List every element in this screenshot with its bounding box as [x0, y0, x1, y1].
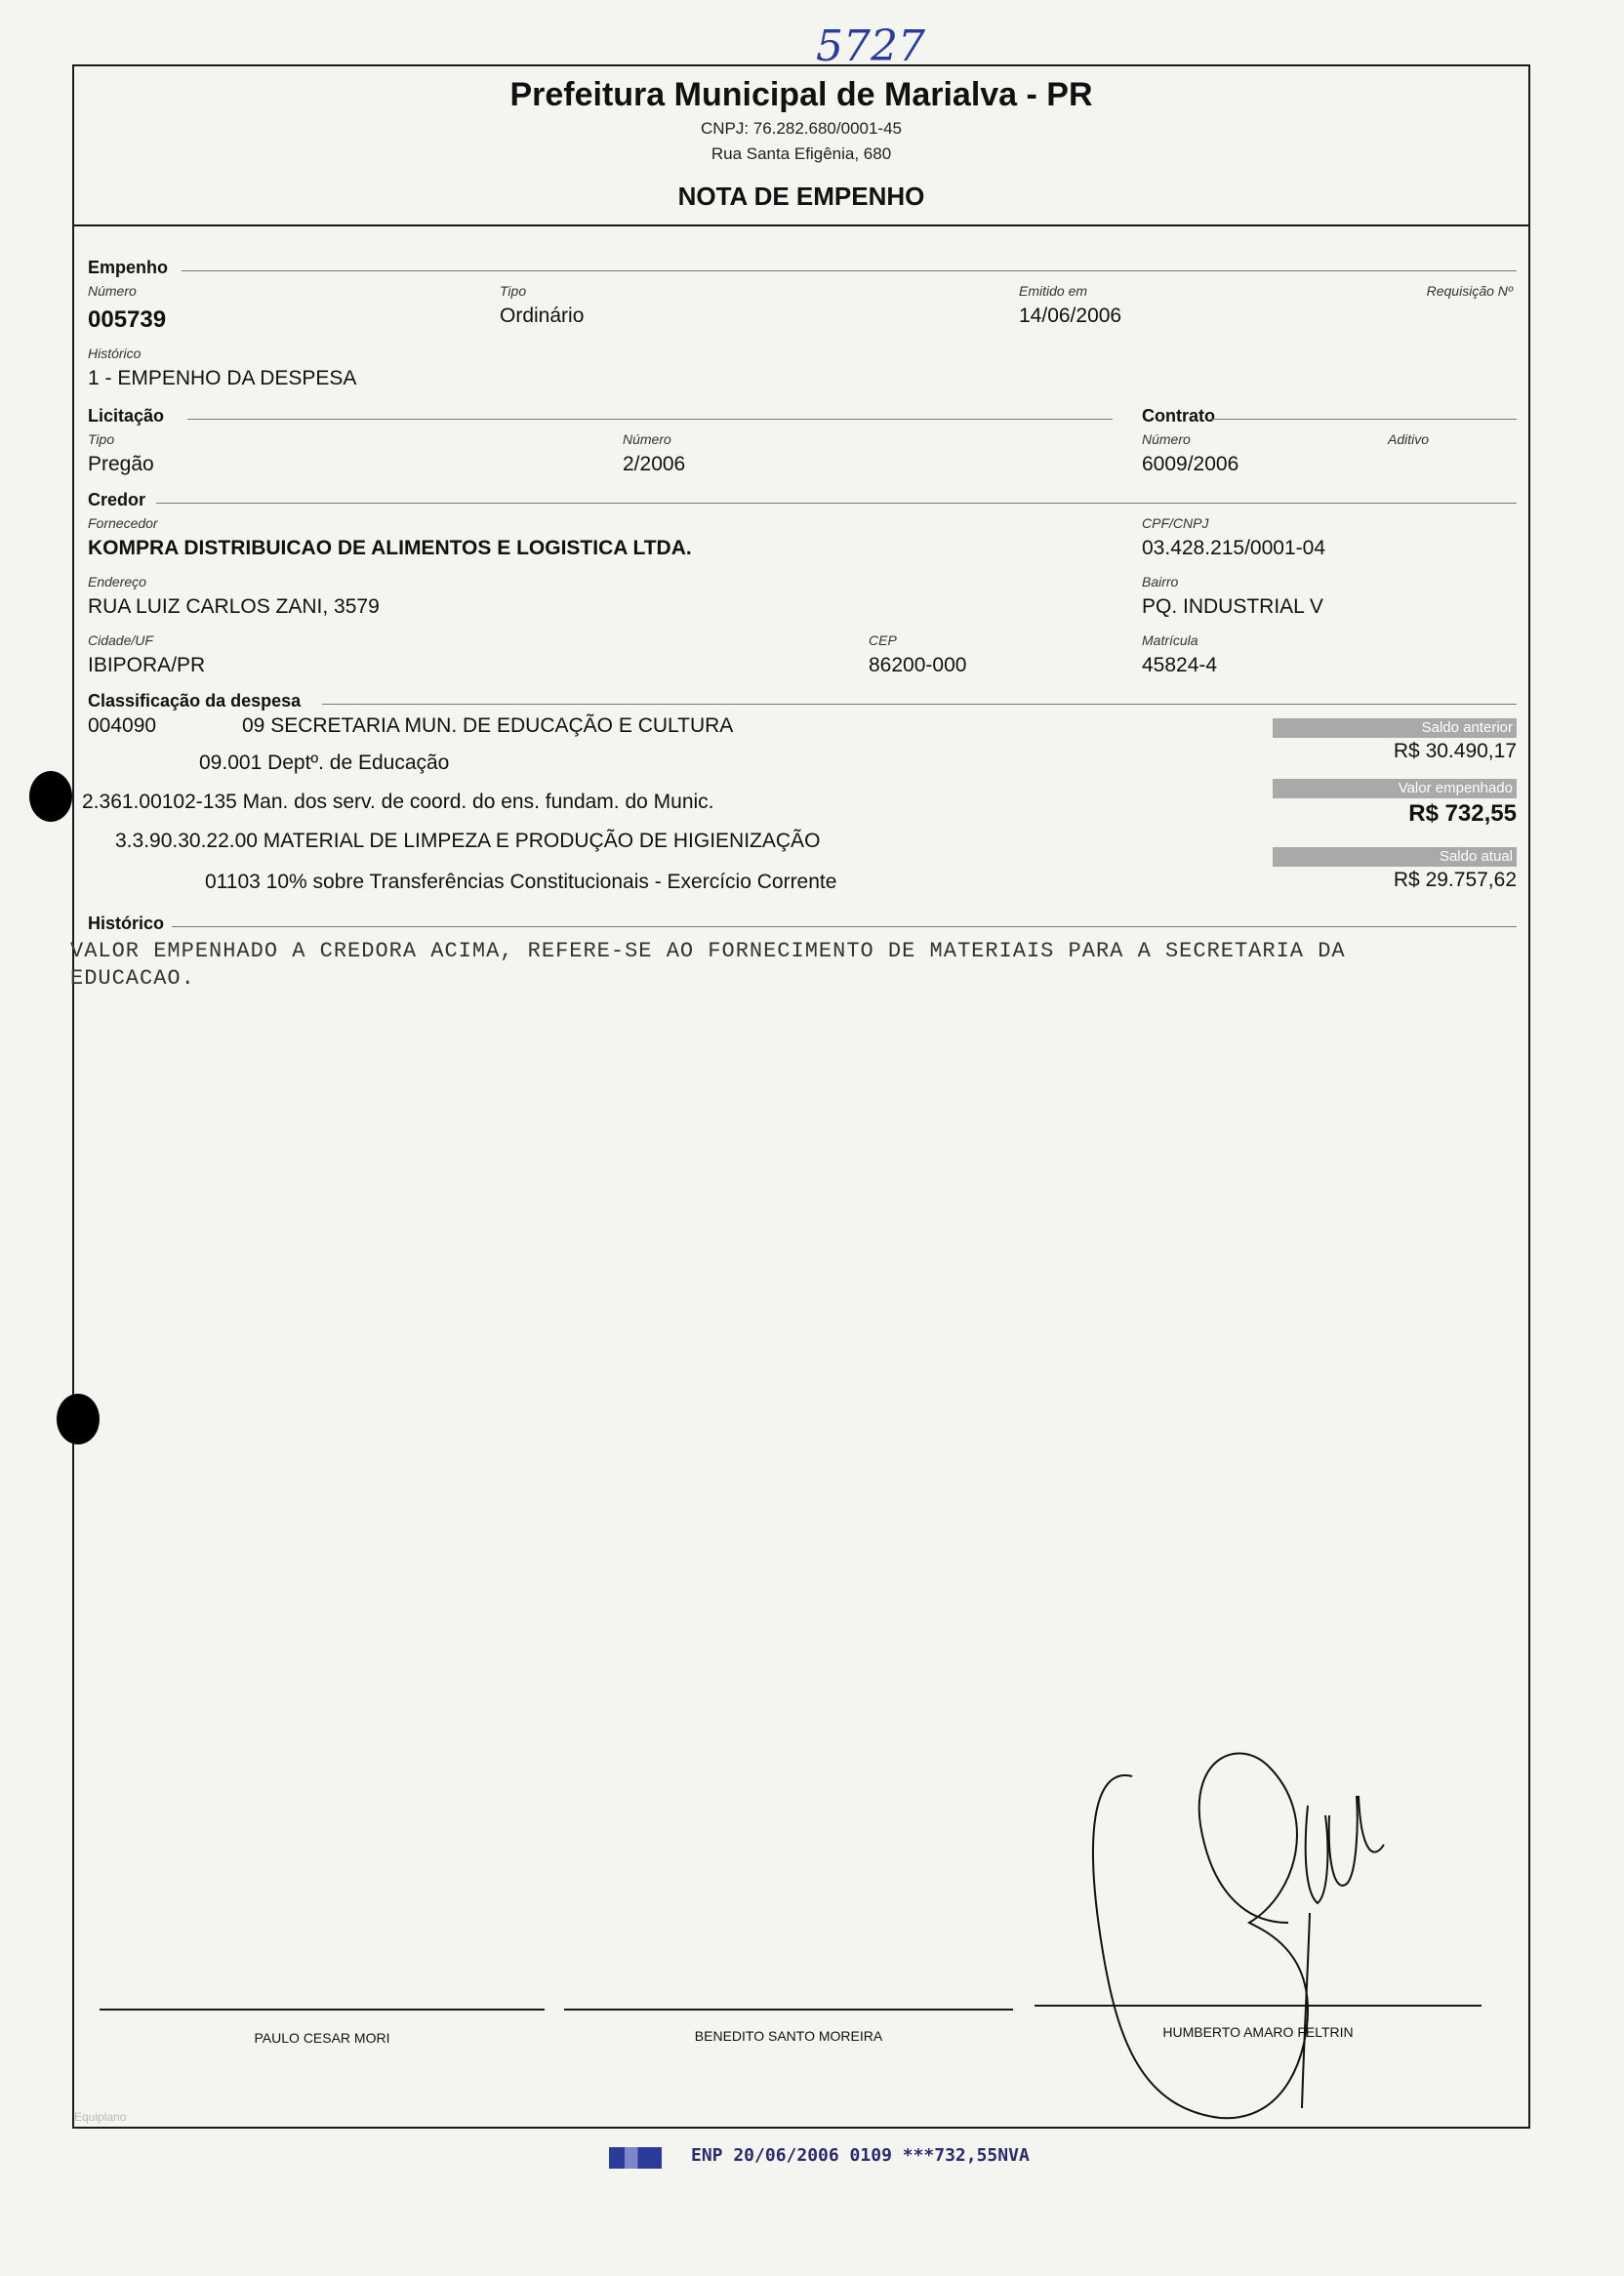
contrato-numero: 6009/2006	[1142, 453, 1239, 475]
section-licitacao: Licitação	[88, 406, 165, 426]
section-empenho-rule	[182, 270, 1517, 271]
credor-cidade: IBIPORA/PR	[88, 654, 206, 676]
saldo-anterior-value: R$ 30.490,17	[1393, 740, 1517, 762]
signature-name-3: HUMBERTO AMARO FELTRIN	[1162, 2024, 1354, 2040]
section-contrato-rule	[1210, 419, 1517, 420]
contrato-aditivo-label: Aditivo	[1388, 431, 1430, 447]
credor-endereco-label: Endereço	[88, 574, 146, 589]
credor-matricula-label: Matrícula	[1142, 632, 1198, 648]
licitacao-tipo: Pregão	[88, 453, 154, 475]
saldo-atual-label: Saldo atual	[1273, 847, 1517, 867]
authentication-stamp: ENP 20/06/2006 0109 ***732,55NVA	[691, 2145, 1030, 2166]
credor-cep: 86200-000	[869, 654, 967, 676]
header-divider	[72, 224, 1530, 226]
contrato-numero-label: Número	[1142, 431, 1191, 447]
section-historico-rule	[172, 926, 1517, 927]
punch-hole-bottom	[57, 1394, 100, 1444]
credor-endereco: RUA LUIZ CARLOS ZANI, 3579	[88, 595, 380, 618]
saldo-atual-value: R$ 29.757,62	[1393, 869, 1517, 891]
empenho-historico-label: Histórico	[88, 345, 142, 361]
empenho-tipo-label: Tipo	[500, 283, 527, 299]
classificacao-line5: 01103 10% sobre Transferências Constitucionais - Exercício Corrente	[205, 871, 837, 893]
classificacao-code: 004090	[88, 714, 157, 737]
historico-line1: VALOR EMPENHADO A CREDORA ACIMA, REFERE-SE AO FORNECIMENTO DE MATERIAIS PARA A SECRETARIA DA	[70, 939, 1346, 963]
section-classificacao-rule	[322, 704, 1517, 705]
section-classificacao: Classificação da despesa	[88, 691, 302, 711]
section-contrato: Contrato	[1142, 406, 1215, 426]
credor-matricula: 45824-4	[1142, 654, 1218, 676]
credor-cnpj-label: CPF/CNPJ	[1142, 515, 1209, 531]
licitacao-numero: 2/2006	[623, 453, 686, 475]
authentication-stamp-logo	[609, 2147, 662, 2169]
classificacao-line2: 09.001 Deptº. de Educação	[199, 752, 450, 774]
empenho-tipo: Ordinário	[500, 305, 585, 327]
credor-fornecedor: KOMPRA DISTRIBUICAO DE ALIMENTOS E LOGISTICA LTDA.	[88, 537, 692, 559]
valor-empenhado-value: R$ 732,55	[1408, 800, 1517, 827]
valor-empenhado-label: Valor empenhado	[1273, 779, 1517, 798]
empenho-historico: 1 - EMPENHO DA DESPESA	[88, 367, 357, 389]
empenho-emitido-label: Emitido em	[1019, 283, 1088, 299]
empenho-numero-label: Número	[88, 283, 137, 299]
signature-line-2	[564, 2009, 1013, 2011]
footer-corner-text: Equiplano	[74, 2110, 127, 2124]
punch-hole-top	[29, 771, 72, 822]
saldo-anterior-label: Saldo anterior	[1273, 718, 1517, 738]
section-credor-rule	[156, 503, 1517, 504]
section-credor: Credor	[88, 490, 146, 509]
signature-name-1: PAULO CESAR MORI	[254, 2030, 390, 2046]
credor-bairro: PQ. INDUSTRIAL V	[1142, 595, 1323, 618]
section-empenho: Empenho	[88, 258, 169, 277]
credor-cidade-label: Cidade/UF	[88, 632, 153, 648]
section-licitacao-rule	[187, 419, 1113, 420]
classificacao-line4: 3.3.90.30.22.00 MATERIAL DE LIMPEZA E PRODUÇÃO DE HIGIENIZAÇÃO	[115, 830, 821, 852]
header-address: Rua Santa Efigênia, 680	[710, 144, 892, 163]
credor-fornecedor-label: Fornecedor	[88, 515, 158, 531]
credor-cep-label: CEP	[869, 632, 897, 648]
historico-line2: EDUCACAO.	[70, 966, 195, 991]
classificacao-line1: 09 SECRETARIA MUN. DE EDUCAÇÃO E CULTURA	[242, 714, 734, 737]
credor-cnpj: 03.428.215/0001-04	[1142, 537, 1326, 559]
empenho-requisicao-label: Requisição Nº	[1426, 283, 1513, 299]
document-title: NOTA DE EMPENHO	[677, 182, 925, 211]
empenho-emitido: 14/06/2006	[1019, 305, 1122, 327]
credor-bairro-label: Bairro	[1142, 574, 1179, 589]
classificacao-line3: 2.361.00102-135 Man. dos serv. de coord. do ens. fundam. do Munic.	[82, 791, 714, 813]
header-cnpj: CNPJ: 76.282.680/0001-45	[700, 119, 903, 138]
signature-name-2: BENEDITO SANTO MOREIRA	[694, 2028, 883, 2044]
municipality-title: Prefeitura Municipal de Marialva - PR	[509, 76, 1093, 113]
licitacao-numero-label: Número	[623, 431, 671, 447]
handwritten-number: 5727	[816, 21, 925, 71]
section-historico: Histórico	[88, 914, 165, 933]
licitacao-tipo-label: Tipo	[88, 431, 115, 447]
handwritten-signature	[1074, 1698, 1425, 2147]
signature-line-1	[100, 2009, 545, 2011]
empenho-numero: 005739	[88, 306, 167, 333]
